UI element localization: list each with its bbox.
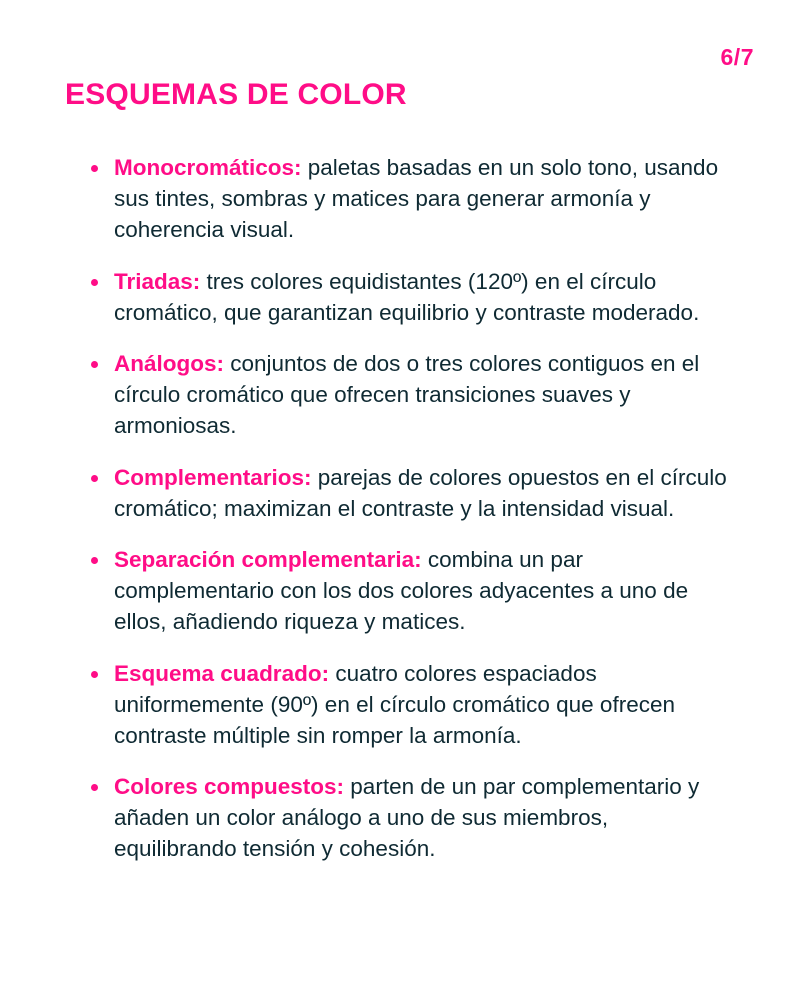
page-number: 6/7 xyxy=(720,44,754,70)
scheme-description: tres colores equidistantes (120º) en el círculo cromático, que garantizan equilibrio y contraste moderado. xyxy=(114,268,700,325)
list-item-compound xyxy=(88,771,728,864)
bullet-icon xyxy=(91,475,98,482)
bullet-icon xyxy=(91,784,98,791)
list-item-monochromatic xyxy=(88,152,728,245)
page-title: ESQUEMAS DE COLOR xyxy=(65,78,407,111)
scheme-description: paletas basadas en un solo tono, usando sus tintes, sombras y matices para generar armonía y coherencia visual. xyxy=(114,155,719,242)
scheme-term: Complementarios: xyxy=(114,464,312,490)
scheme-term: Colores compuestos: xyxy=(114,774,345,799)
list-item-triads xyxy=(88,266,728,328)
color-scheme-list xyxy=(88,152,728,885)
scheme-term: Triadas: xyxy=(114,268,201,294)
list-item-split-complementary xyxy=(88,544,728,637)
list-item-analogous xyxy=(88,348,728,441)
scheme-description: parejas de colores opuestos en el círculo cromático; maximizan el contraste y la intensidad visual. xyxy=(114,464,727,521)
scheme-term: Esquema cuadrado: xyxy=(114,660,330,686)
list-item-complementary xyxy=(88,462,728,524)
scheme-description: parten de un par complementario y añaden un color análogo a uno de sus miembros, equilibrando tensión y cohesión. xyxy=(114,774,700,861)
scheme-term: Monocromáticos: xyxy=(114,155,302,180)
scheme-term: Separación complementaria: xyxy=(114,547,422,572)
scheme-description: combina un par complementario con los dos colores adyacentes a uno de ellos, añadiendo riqueza y matices. xyxy=(114,547,689,634)
bullet-icon xyxy=(91,671,98,678)
scheme-term: Análogos: xyxy=(114,351,224,376)
bullet-icon xyxy=(91,279,98,286)
bullet-icon xyxy=(91,361,98,368)
bullet-icon xyxy=(91,165,98,172)
scheme-description: conjuntos de dos o tres colores contiguos en el círculo cromático que ofrecen transiciones suaves y armoniosas. xyxy=(114,351,700,438)
list-item-square xyxy=(88,658,728,751)
bullet-icon xyxy=(91,557,98,564)
scheme-description: cuatro colores espaciados uniformemente (90º) en el círculo cromático que ofrecen contraste múltiple sin romper la armonía. xyxy=(114,660,675,748)
